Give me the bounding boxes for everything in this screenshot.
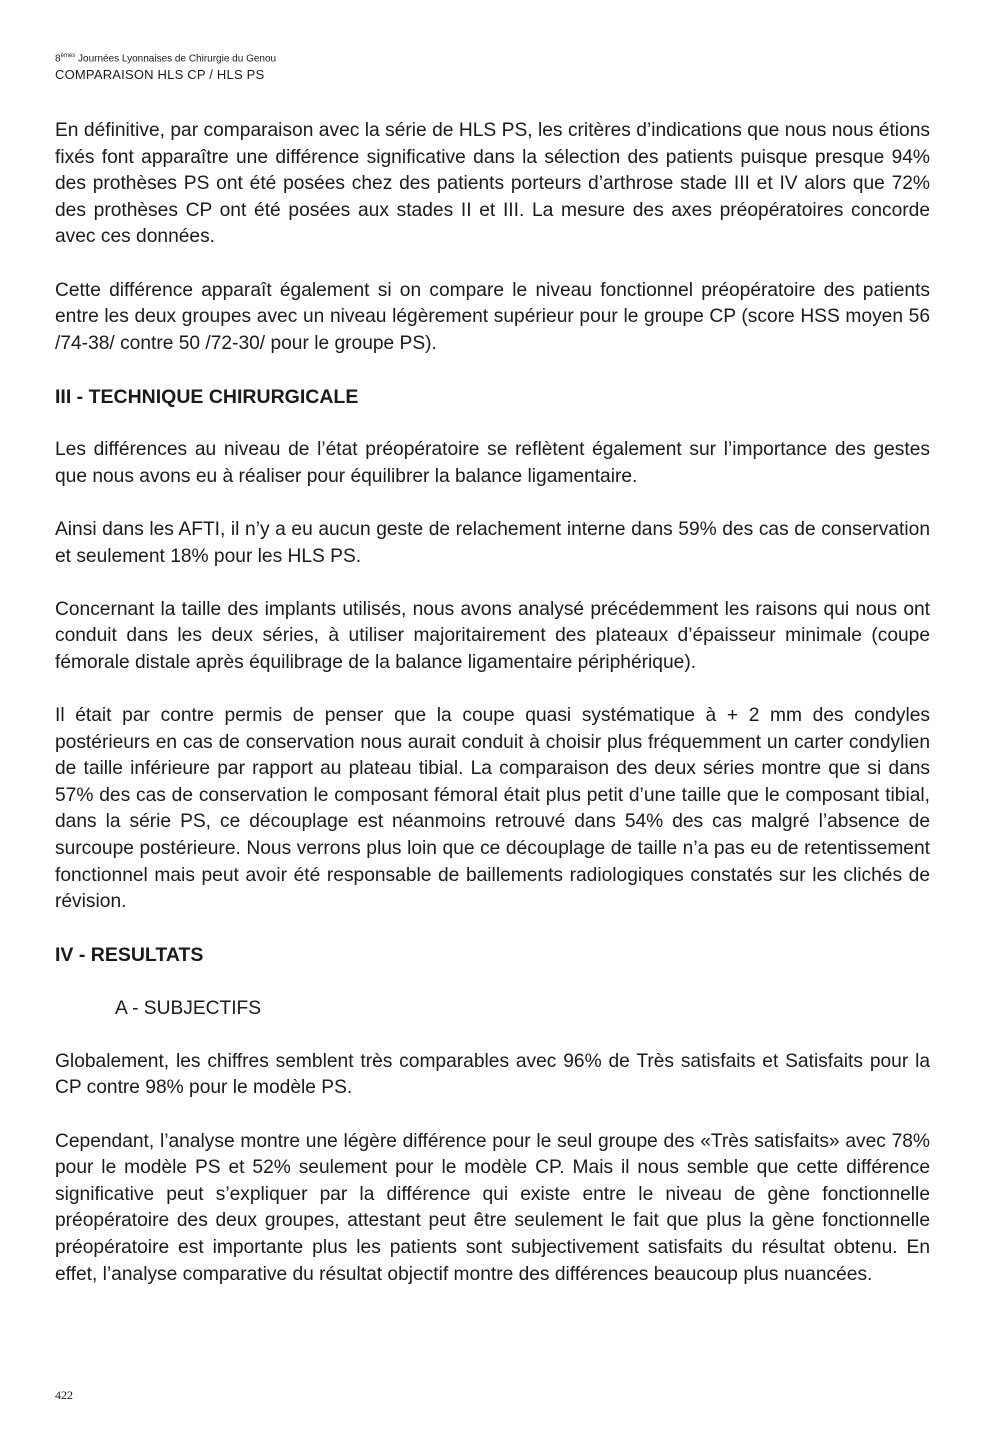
paragraph-ligament-balance: Les différences au niveau de l’état préopératoire se reflètent également sur l’importance des gestes que nous avons eu à réaliser pour équilibrer la balance ligamentaire. [55, 439, 930, 487]
paragraph-implant-size: Concernant la taille des implants utilisés, nous avons analysé précédemment les raisons qui nous ont conduit dans les deux séries, à utiliser majoritairement des plateaux d’épaisseur minimale (coupe fémorale distale après équilibrage de la balance ligamentaire périphérique). [55, 598, 930, 673]
paragraph-global-satisfaction: Globalement, les chiffres semblent très comparables avec 96% de Très satisfaits et Satisfaits pour la CP contre 98% pour le modèle PS. [55, 1050, 930, 1099]
paragraph-functional-level: Cette différence apparaît également si on compare le niveau fonctionnel préopératoire des patients entre les deux groupes avec un niveau légèrement supérieur pour le groupe CP (score HSS moyen 56 /74-38/ contre 50 /72-30/ pour le groupe PS). [55, 279, 930, 354]
subsection-heading-subjective: A - SUBJECTIFS [115, 997, 262, 1019]
section-heading-results: IV - RESULTATS [55, 944, 204, 967]
conference-ordinal: 8 [55, 53, 61, 65]
paragraph-indications: En définitive, par comparaison avec la série de HLS PS, les critères d’indications que nous nous étions fixés font apparaître une différence significative dans la sélection des patients puisque presque 94% des prothèses PS ont été posées chez des patients porteurs d’arthrose stade III et IV alors que 72% des prothèses CP ont été posées aux stades II et III. La mesure des axes préopératoires concorde avec ces données. [55, 120, 930, 248]
running-head [55, 50, 276, 81]
paragraph-very-satisfied: Cependant, l’analyse montre une légère différence pour le seul groupe des «Très satisfaits» avec 78% pour le modèle PS et 52% seulement pour le modèle CP. Mais il nous semble que cette différence significative peut s’expliquer par la différence qui existe entre le niveau de gène fonctionnelle préopératoire des deux groupes, attestant peut être seulement le fait que plus la gène fonctionnelle préopératoire est importante plus les patients sont subjectivement satisfaits du résultat obtenu. En effet, l’analyse comparative du résultat objectif montre des différences beaucoup plus nuancées. [55, 1130, 930, 1285]
paragraph-afti: Ainsi dans les AFTI, il n’y a eu aucun geste de relachement interne dans 59% des cas de conservation et seulement 18% pour les HLS PS. [55, 518, 930, 567]
page-number: 422 [55, 1388, 73, 1402]
conference-title [55, 50, 276, 65]
article-body [55, 118, 930, 1315]
section-heading-technique: III - TECHNIQUE CHIRURGICALE [55, 385, 359, 408]
conference-ordinal-suffix: èmes [60, 53, 76, 59]
paragraph-condyle-cut: Il était par contre permis de penser que la coupe quasi systématique à + 2 mm des condyles postérieurs en cas de conservation nous aurait conduit à choisir plus fréquemment un carter condylien de taille inférieure par rapport au plateau tibial. La comparaison des deux séries montre que si dans 57% des cas de conservation le composant fémoral était plus petit d’une taille que le composant tibial, dans la série PS, ce découplage est néanmoins retrouvé dans 54% des cas malgré l’absence de surcoupe postérieure. Nous verrons plus loin que ce découplage de taille n’a pas eu de retentissement fonctionnel mais peut avoir été responsable de baillements radiologiques constatés sur les clichés de révision. [55, 705, 930, 913]
conference-name: Journées Lyonnaises de Chirurgie du Genou [78, 53, 277, 65]
chapter-title: COMPARAISON HLS CP / HLS PS [55, 67, 265, 83]
